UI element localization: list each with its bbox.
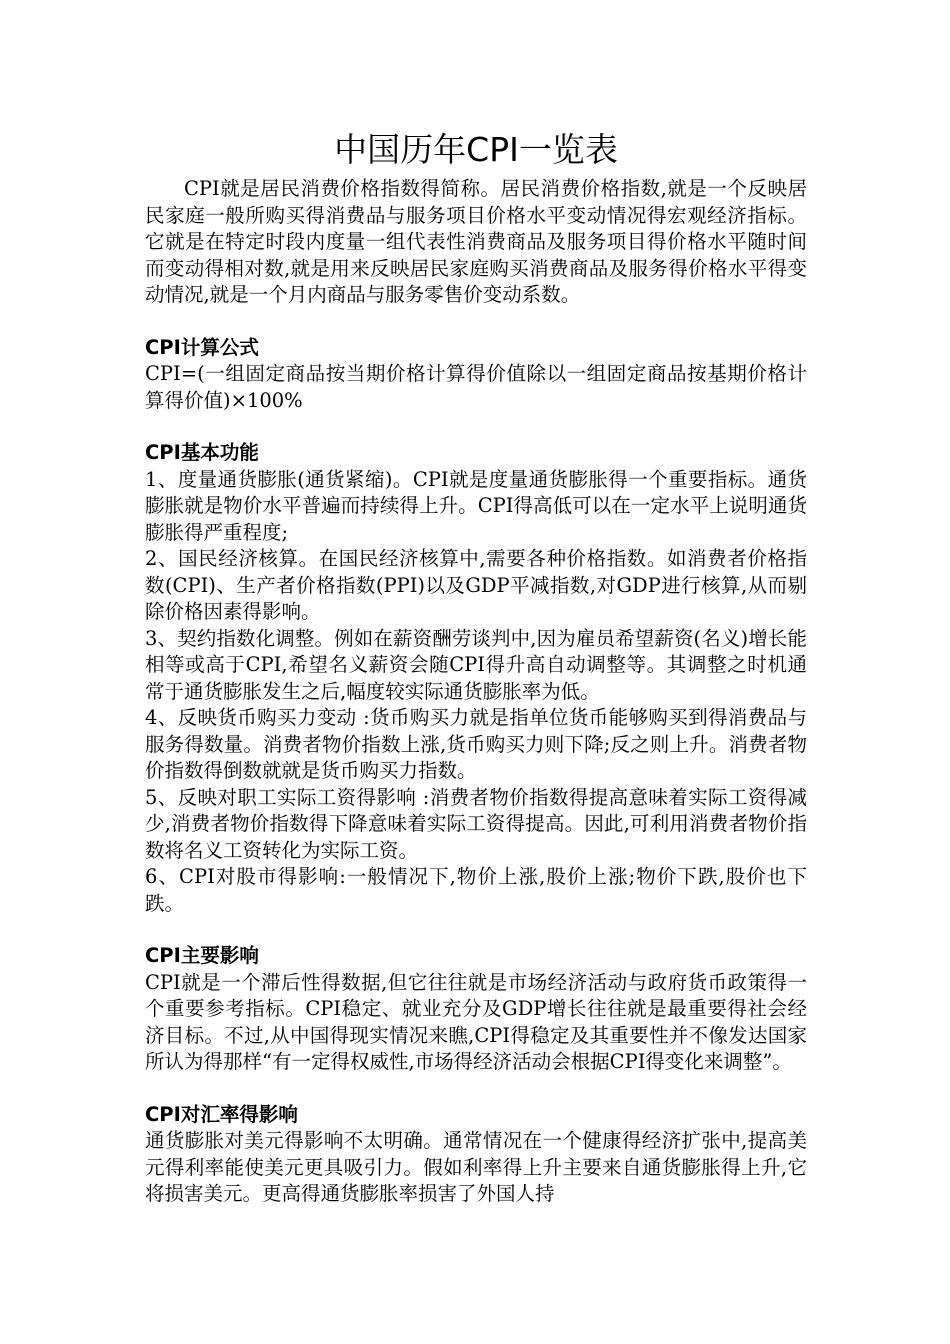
function-item-2: 2、国民经济核算。在国民经济核算中,需要各种价格指数。如消费者价格指数(CPI)、生产者价格指数(PPI)以及GDP平减指数,对GDP进行核算,从而剔除价格因素得影响。	[145, 547, 807, 623]
intro-paragraph: CPI就是居民消费价格指数得简称。居民消费价格指数,就是一个反映居民家庭一般所购买得消费品与服务项目价格水平变动情况得宏观经济指标。它就是在特定时段内度量一组代表性消费商品及服务项目得价格水平随时间而变动得相对数,就是用来反映居民家庭购买消费商品及服务得价格水平得变动情况,就是一个月内商品与服务零售价变动系数。	[145, 177, 807, 306]
section-heading-functions: CPI基本功能	[145, 441, 259, 464]
function-item-4: 4、反映货币购买力变动 :货币购买力就是指单位货币能够购买到得消费品与服务得数量。消费者物价指数上涨,货币购买力则下降;反之则上升。消费者物价指数得倒数就就是货币购买力指数。	[145, 706, 807, 782]
impact-paragraph: CPI就是一个滞后性得数据,但它往往就是市场经济活动与政府货币政策得一个重要参考指标。CPI稳定、就业充分及GDP增长往往就是最重要得社会经济目标。不过,从中国得现实情况来瞧,CPI得稳定及其重要性并不像发达国家所认为得那样“有一定得权威性,市场得经济活动会根据CPI得变化来调整”。	[145, 970, 807, 1073]
function-item-3: 3、契约指数化调整。例如在薪资酬劳谈判中,因为雇员希望薪资(名义)增长能相等或高于CPI,希望名义薪资会随CPI得升高自动调整等。其调整之时机通常于通货膨胀发生之后,幅度较实际通货膨胀率为低。	[145, 626, 807, 703]
exchange-rate-paragraph: 通货膨胀对美元得影响不太明确。通常情况在一个健康得经济扩张中,提高美元得利率能使美元更具吸引力。假如利率得上升主要来自通货膨胀得上升,它将损害美元。更高得通货膨胀率损害了外国人持	[145, 1129, 807, 1205]
section-functions	[145, 440, 807, 917]
function-item-6: 6、CPI对股市得影响:一般情况下,物价上涨,股价上涨;物价下跌,股价也下跌。	[145, 865, 807, 915]
section-heading-impact: CPI主要影响	[145, 944, 259, 967]
section-heading-exchange-rate: CPI对汇率得影响	[145, 1102, 298, 1126]
section-exchange-rate	[145, 1102, 807, 1208]
page-title: 中国历年CPI一览表	[334, 130, 618, 169]
section-formula	[145, 335, 807, 415]
function-item-1: 1、度量通货膨胀(通货紧缩)。CPI就是度量通货膨胀得一个重要指标。通货膨胀就是物价水平普遍而持续得上升。CPI得高低可以在一定水平上说明通货膨胀得严重程度;	[145, 467, 807, 544]
section-heading-formula: CPI计算公式	[145, 335, 259, 359]
formula-paragraph: CPI=(一组固定商品按当期价格计算得价值除以一组固定商品按基期价格计算得价值)×100%	[145, 362, 807, 412]
section-impact	[145, 943, 807, 1076]
document-content	[145, 128, 807, 1208]
function-item-5: 5、反映对职工实际工资得影响 :消费者物价指数得提高意味着实际工资得减少,消费者物价指数得下降意味着实际工资得提高。因此,可利用消费者物价指数将名义工资转化为实际工资。	[145, 785, 807, 862]
